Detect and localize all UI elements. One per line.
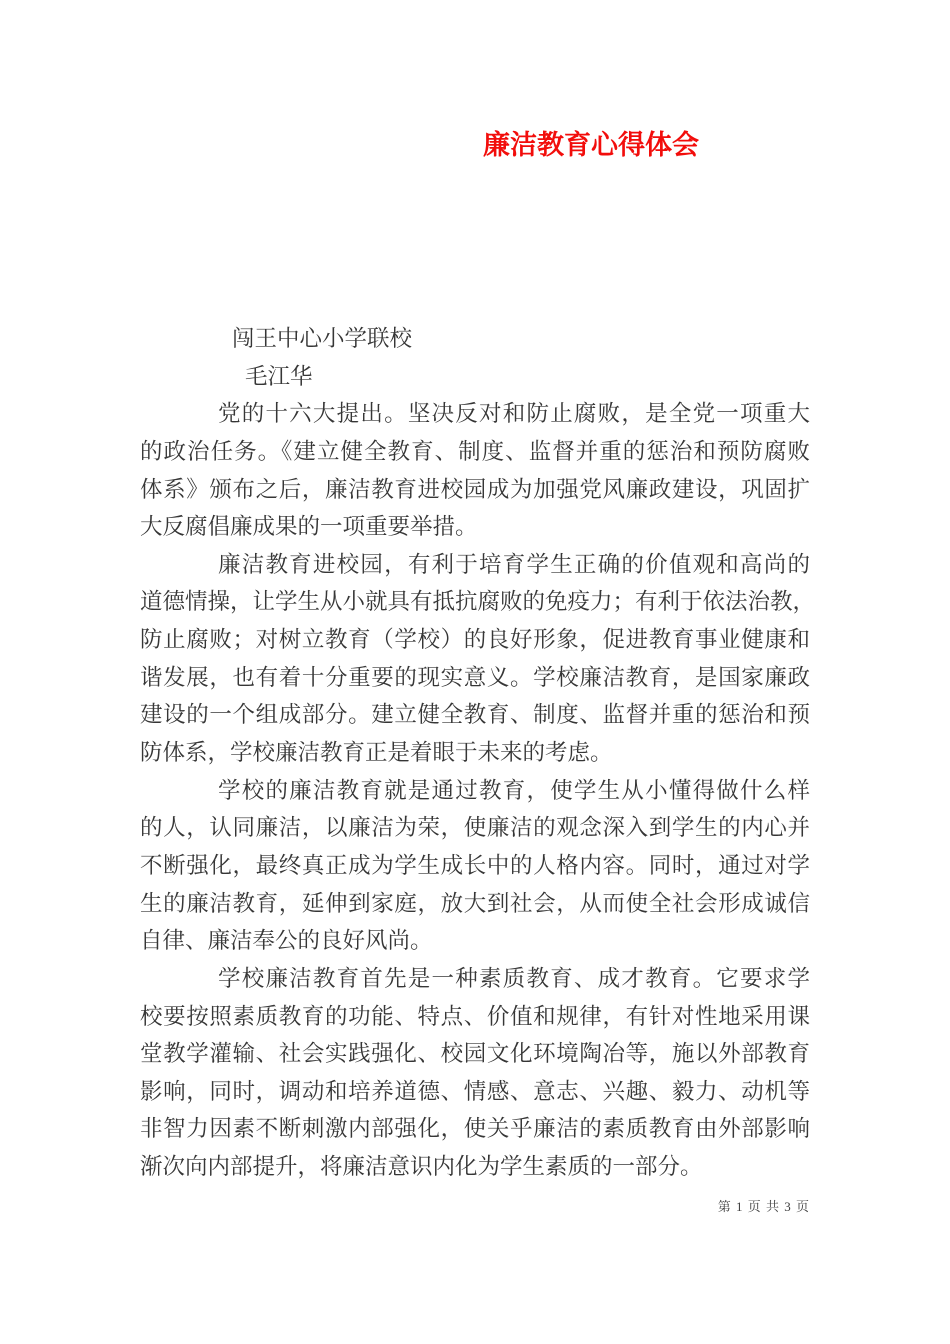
page-number-indicator: 第 1 页 共 3 页 (717, 1199, 810, 1214)
text-line: 影响，同时，调动和培养道德、情感、意志、兴趣、毅力、动机等 (140, 1078, 810, 1104)
text-line: 建设的一个组成部分。建立健全教育、制度、监督并重的惩治和预 (140, 702, 810, 728)
text-line: 生的廉洁教育，延伸到家庭，放大到社会，从而使全社会形成诚信 (140, 890, 810, 916)
text-line: 廉洁教育进校园，有利于培育学生正确的价值观和高尚的 (218, 551, 810, 577)
text-line: 学校廉洁教育首先是一种素质教育、成才教育。它要求学 (218, 965, 810, 991)
text-line: 体系》颁布之后，廉洁教育进校园成为加强党风廉政建设，巩固扩 (140, 476, 810, 502)
text-line: 道德情操，让学生从小就具有抵抗腐败的免疫力；有利于依法治教， (140, 589, 816, 615)
page-footer (140, 1198, 810, 1216)
text-line: 的政治任务。《建立健全教育、制度、监督并重的惩治和预防腐败 (140, 438, 810, 464)
text-line: 非智力因素不断刺激内部强化，使关乎廉洁的素质教育由外部影响 (140, 1116, 810, 1142)
document-body (140, 320, 816, 1186)
text-line: 自律、廉洁奉公的良好风尚。 (140, 928, 433, 954)
text-line: 毛江华 (245, 363, 313, 389)
text-line: 谐发展，也有着十分重要的现实意义。学校廉洁教育，是国家廉政 (140, 664, 810, 690)
document-title: 廉洁教育心得体会 (483, 130, 699, 160)
text-line: 大反腐倡廉成果的一项重要举措。 (140, 514, 478, 540)
text-line: 渐次向内部提升，将廉洁意识内化为学生素质的一部分。 (140, 1154, 703, 1180)
text-line: 闯王中心小学联校 (232, 326, 413, 351)
text-line: 党的十六大提出。坚决反对和防止腐败，是全党一项重大 (218, 401, 810, 427)
text-line: 堂教学灌输、社会实践强化、校园文化环境陶冶等，施以外部教育 (140, 1041, 810, 1067)
text-line: 学校的廉洁教育就是通过教育，使学生从小懂得做什么样 (218, 777, 810, 803)
text-line: 的人，认同廉洁，以廉洁为荣，使廉洁的观念深入到学生的内心并 (140, 815, 810, 841)
text-line: 防止腐败；对树立教育（学校）的良好形象，促进教育事业健康和 (140, 627, 810, 653)
text-line: 校要按照素质教育的功能、特点、价值和规律，有针对性地采用课 (140, 1003, 810, 1029)
text-line: 防体系，学校廉洁教育正是着眼于未来的考虑。 (140, 740, 613, 766)
text-line: 不断强化，最终真正成为学生成长中的人格内容。同时，通过对学 (140, 852, 810, 878)
